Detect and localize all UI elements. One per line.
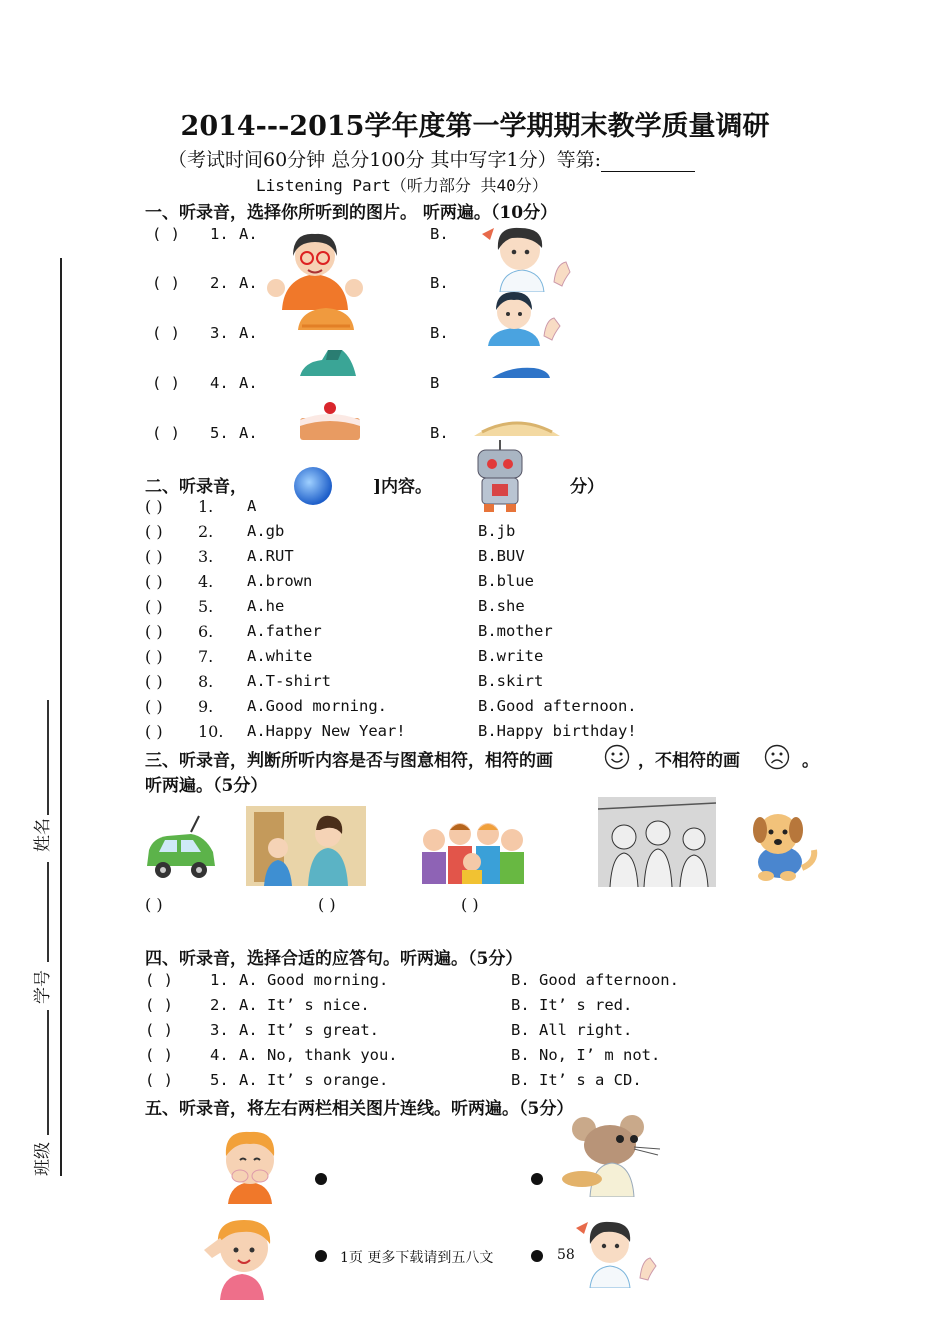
- s4-option-a: A. It’ s great.: [239, 1021, 379, 1039]
- s2-option-b: B.blue: [478, 572, 534, 590]
- section-3-heading-c: 。: [802, 751, 819, 771]
- s2-option-a: A.he: [247, 597, 285, 615]
- s3-answer-paren-3[interactable]: ( ): [461, 895, 479, 914]
- class-blank[interactable]: [47, 1010, 49, 1135]
- grandma-picture: [262, 230, 368, 310]
- section-5-heading: 五、听录音，将左右两栏相关图片连线。听两遍。（5分）: [145, 1099, 574, 1119]
- s4-option-b: B. Good afternoon.: [511, 971, 679, 989]
- s1-option-a: A.: [239, 424, 258, 442]
- blue-ball-picture: [292, 465, 334, 507]
- s1-num: 2.: [210, 274, 229, 292]
- s1-num: 3.: [210, 324, 229, 342]
- family-picture: [412, 818, 534, 884]
- s1-num: 5.: [210, 424, 229, 442]
- s2-num: 2.: [198, 522, 214, 541]
- s1-option-b: B.: [430, 225, 449, 243]
- footer-left-text: 1页 更多下载请到五八文: [340, 1250, 494, 1266]
- s4-option-b: B. It’ s red.: [511, 996, 633, 1014]
- s2-num: 4.: [198, 572, 214, 591]
- s2-option-b: B.write: [478, 647, 544, 665]
- s2-option-a: A.gb: [247, 522, 285, 540]
- green-shoe-picture: [298, 348, 358, 378]
- s2-paren[interactable]: ( ): [145, 497, 163, 516]
- s2-num: 10.: [198, 722, 224, 741]
- exam-subtitle: [168, 145, 695, 172]
- s4-paren[interactable]: ( ): [145, 996, 173, 1014]
- s2-option-a: A: [247, 497, 257, 515]
- s2-paren[interactable]: ( ): [145, 547, 163, 566]
- name-label: 姓名: [33, 818, 53, 852]
- s1-num: 1.: [210, 225, 229, 243]
- green-car-picture: [143, 812, 219, 882]
- s2-option-b: B.Happy birthday!: [478, 722, 637, 740]
- section-3-heading-a: 三、听录音，判断所听内容是否与图意相符，相符的画: [145, 751, 553, 771]
- blue-shoe-picture: [490, 366, 552, 380]
- girl-waving-picture-2: [570, 1216, 662, 1288]
- s1-option-b: B.: [430, 424, 449, 442]
- section-2-heading-c: 分）: [570, 477, 604, 497]
- section-2-heading-a: 二、听录音，: [145, 477, 247, 497]
- s1-paren[interactable]: ( ): [152, 424, 180, 442]
- class-label: 班级: [33, 1142, 53, 1176]
- s4-option-b: B. It’ s a CD.: [511, 1071, 642, 1089]
- s2-option-b: B.BUV: [478, 547, 525, 565]
- page-title: 2014---2015学年度第一学期期末教学质量调研: [180, 111, 770, 142]
- s2-option-a: A.brown: [247, 572, 313, 590]
- match-dot-left-1[interactable]: [315, 1173, 327, 1185]
- s4-option-a: A. It’ s orange.: [239, 1071, 389, 1089]
- s2-paren[interactable]: ( ): [145, 522, 163, 541]
- s1-option-a: A.: [239, 225, 258, 243]
- s4-num: 4.: [210, 1046, 229, 1064]
- s4-option-b: B. No, I’ m not.: [511, 1046, 661, 1064]
- part-heading: Listening Part（听力部分 共40分）: [256, 176, 548, 195]
- boy-waving-picture: [474, 290, 564, 346]
- smile-face-icon: [604, 744, 630, 770]
- mouse-chef-picture: [560, 1115, 662, 1197]
- s2-option-a: A.Happy New Year!: [247, 722, 406, 740]
- section-4-heading: 四、听录音，选择合适的应答句。听两遍。（5分）: [145, 949, 523, 969]
- s4-option-a: A. No, thank you.: [239, 1046, 398, 1064]
- s3-answer-paren-1[interactable]: ( ): [145, 895, 163, 914]
- s4-option-a: A. Good morning.: [239, 971, 389, 989]
- s4-num: 1.: [210, 971, 229, 989]
- s4-paren[interactable]: ( ): [145, 1021, 173, 1039]
- match-dot-right-2[interactable]: [531, 1250, 543, 1262]
- s1-option-a: A.: [239, 324, 258, 342]
- number-blank[interactable]: [47, 862, 49, 962]
- s2-option-a: A.Good morning.: [247, 697, 387, 715]
- s2-paren[interactable]: ( ): [145, 622, 163, 641]
- s1-option-b: B.: [430, 324, 449, 342]
- s1-paren[interactable]: ( ): [152, 324, 180, 342]
- s1-paren[interactable]: ( ): [152, 274, 180, 292]
- s2-paren[interactable]: ( ): [145, 647, 163, 666]
- s1-num: 4.: [210, 374, 229, 392]
- s2-num: 1.: [198, 497, 214, 516]
- match-dot-left-2[interactable]: [315, 1250, 327, 1262]
- name-blank[interactable]: [47, 700, 49, 815]
- greeting-scene-picture: [246, 806, 366, 886]
- s4-num: 5.: [210, 1071, 229, 1089]
- subtitle-text: （考试时间60分钟 总分100分 其中写字1分）等第:: [168, 149, 602, 171]
- section-1-heading: 一、听录音，选择你所听到的图片。 听两遍。（10分）: [145, 203, 558, 223]
- s2-num: 9.: [198, 697, 214, 716]
- section-3-heading-b: ，不相符的画: [638, 751, 740, 771]
- s2-num: 5.: [198, 597, 214, 616]
- section-2-heading-b: ]内容。: [373, 477, 433, 497]
- s2-paren[interactable]: ( ): [145, 722, 163, 741]
- s4-paren[interactable]: ( ): [145, 1046, 173, 1064]
- s2-option-a: A.father: [247, 622, 322, 640]
- match-dot-right-1[interactable]: [531, 1173, 543, 1185]
- s1-paren[interactable]: ( ): [152, 225, 180, 243]
- section-3-heading-line2: 听两遍。（5分）: [145, 776, 268, 796]
- pizza-picture: [470, 406, 564, 440]
- s3-answer-paren-2[interactable]: ( ): [318, 895, 336, 914]
- s1-paren[interactable]: ( ): [152, 374, 180, 392]
- girl-saluting-picture: [200, 1214, 286, 1300]
- puppy-picture: [746, 806, 820, 882]
- cake-picture: [296, 398, 364, 442]
- crying-boy-picture: [214, 1128, 286, 1204]
- s2-num: 7.: [198, 647, 214, 666]
- s2-num: 6.: [198, 622, 214, 641]
- s2-paren[interactable]: ( ): [145, 572, 163, 591]
- s4-paren[interactable]: ( ): [145, 971, 173, 989]
- s4-option-b: B. All right.: [511, 1021, 633, 1039]
- s2-paren[interactable]: ( ): [145, 597, 163, 616]
- s1-option-a: A.: [239, 274, 258, 292]
- s2-option-b: B.jb: [478, 522, 516, 540]
- s2-num: 3.: [198, 547, 214, 566]
- s2-option-a: A.white: [247, 647, 313, 665]
- s2-num: 8.: [198, 672, 214, 691]
- s2-option-a: A.RUT: [247, 547, 294, 565]
- s1-option-b: B.: [430, 274, 449, 292]
- s2-paren[interactable]: ( ): [145, 697, 163, 716]
- sad-face-icon: [764, 744, 790, 770]
- girl-waving-picture: [472, 222, 576, 292]
- s4-num: 2.: [210, 996, 229, 1014]
- s2-option-b: B.mother: [478, 622, 553, 640]
- s4-num: 3.: [210, 1021, 229, 1039]
- s2-option-b: B.she: [478, 597, 525, 615]
- binding-line: [60, 258, 62, 1176]
- number-label: 学号: [33, 970, 53, 1004]
- s2-option-b: B.skirt: [478, 672, 544, 690]
- s4-paren[interactable]: ( ): [145, 1071, 173, 1089]
- grade-blank[interactable]: [601, 153, 695, 172]
- s2-option-b: B.Good afternoon.: [478, 697, 637, 715]
- classroom-sketch-picture: [598, 797, 716, 887]
- s4-option-a: A. It’ s nice.: [239, 996, 370, 1014]
- footer-right-text: 58: [557, 1247, 575, 1263]
- s2-option-a: A.T-shirt: [247, 672, 331, 690]
- robot-picture: [468, 438, 532, 514]
- s1-option-b: B: [430, 374, 440, 392]
- s2-paren[interactable]: ( ): [145, 672, 163, 691]
- boy-head-picture: [294, 306, 358, 330]
- s1-option-a: A.: [239, 374, 258, 392]
